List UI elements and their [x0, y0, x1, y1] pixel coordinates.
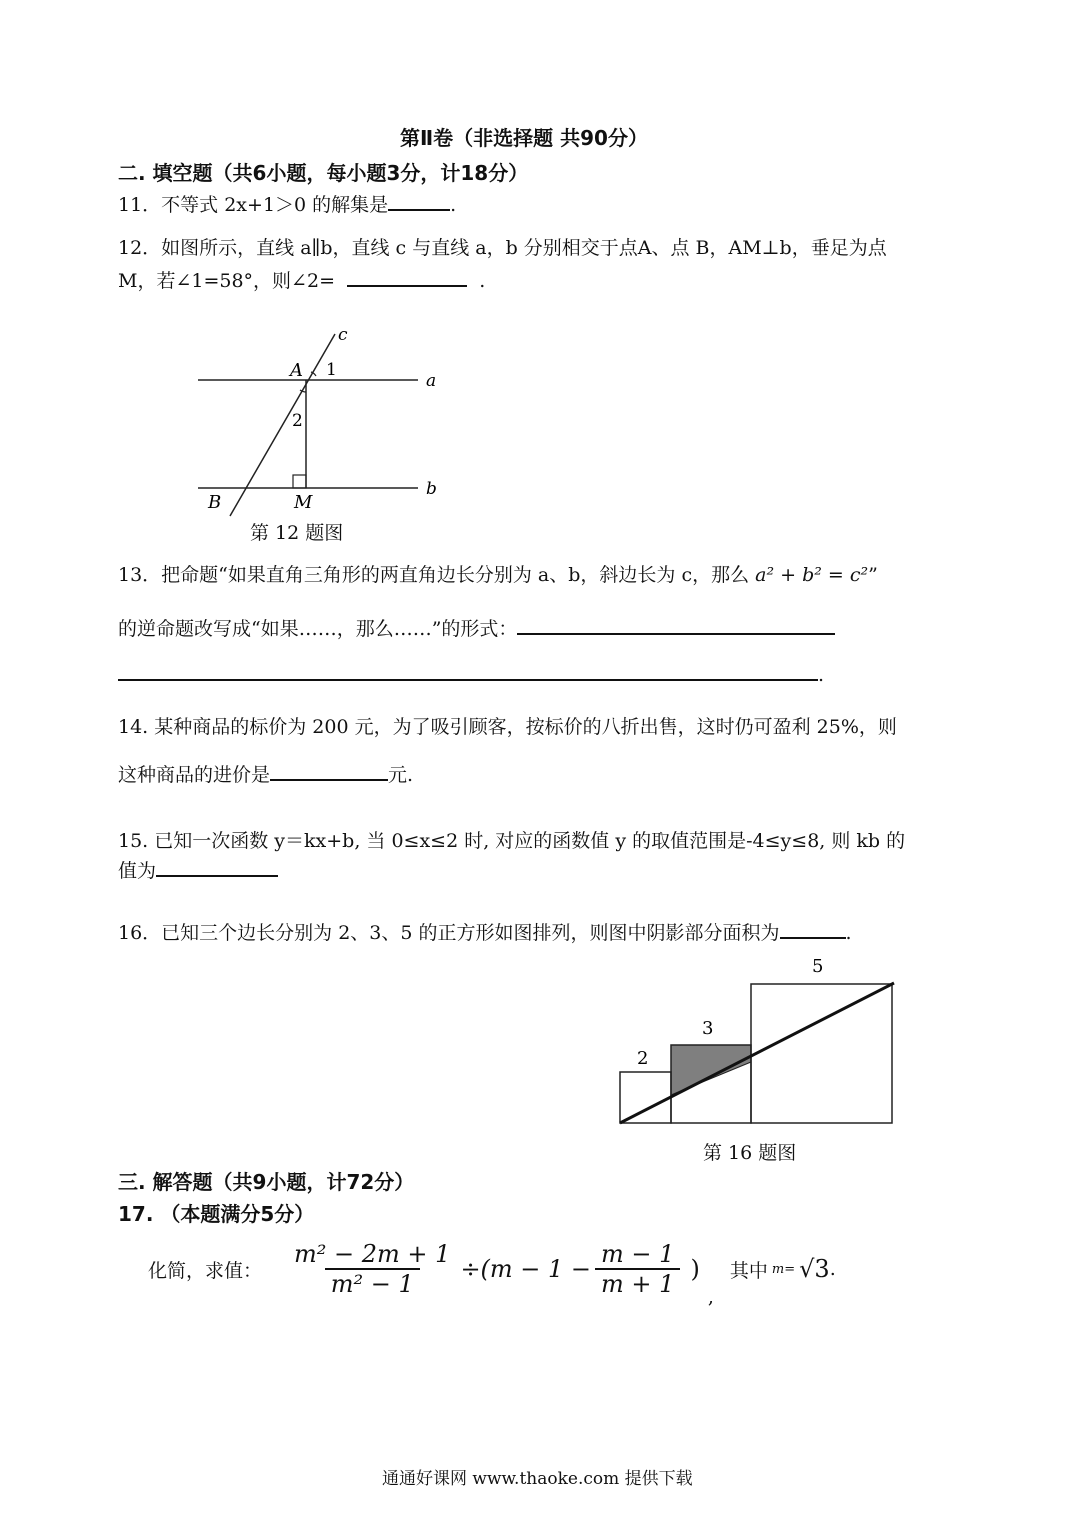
q15-line2: 值为	[118, 860, 157, 882]
q17-close: )	[690, 1255, 700, 1283]
label-b: b	[426, 479, 437, 499]
q12-caption: 第 12 题图	[250, 522, 344, 544]
q17-where: 其中	[729, 1259, 768, 1282]
label-a: a	[426, 371, 437, 391]
diagonal-line	[620, 983, 894, 1123]
q16-end: .	[845, 922, 852, 944]
q12-answer-blank[interactable]	[347, 285, 467, 287]
q13-answer-blank-1[interactable]	[517, 633, 835, 635]
square-2	[620, 1072, 671, 1123]
label-M: M	[294, 492, 313, 513]
q17-comma: ,	[707, 1286, 714, 1308]
q16-text: 16．已知三个边长分别为 2、3、5 的正方形如图排列，则图中阴影部分面积为	[118, 922, 780, 944]
q15-line1: 15. 已知一次函数 y＝kx+b, 当 0≤x≤2 时, 对应的函数值 y 的取值范围是-4≤y≤8, 则 kb 的	[118, 830, 906, 852]
q15-answer-blank[interactable]	[156, 875, 278, 877]
q17-lead: 化简，求值：	[148, 1259, 263, 1282]
q14-answer-blank[interactable]	[270, 779, 388, 781]
shaded-region	[671, 1045, 751, 1095]
right-angle-mark	[293, 475, 306, 488]
q17-frac1-numerator: m² − 2m + 1	[294, 1240, 451, 1268]
label-1: 1	[326, 360, 337, 380]
question-14-line2	[118, 760, 413, 787]
q17-expression	[148, 1240, 836, 1308]
square-5	[751, 984, 892, 1123]
q17-frac2-denominator: m + 1	[595, 1268, 680, 1298]
question-12-line2	[118, 266, 485, 293]
label-side-3: 3	[702, 1018, 714, 1039]
q17-frac2-numerator: m − 1	[601, 1240, 675, 1268]
q17-value: √3	[799, 1255, 830, 1283]
q12-line2: M，若∠1=58°，则∠2=	[118, 270, 335, 292]
q17-fraction-2	[595, 1240, 680, 1298]
q17-frac1-denominator: m² − 1	[325, 1268, 420, 1298]
q13-line1: 13．把命题“如果直角三角形的两直角边长分别为 a、b，斜边长为 c，那么	[118, 564, 750, 586]
q11-text: 11．不等式 2x+1＞0 的解集是	[118, 194, 389, 216]
q17-var: m=	[771, 1261, 796, 1277]
q11-end: .	[450, 194, 457, 216]
question-13-line3	[118, 664, 824, 686]
page-footer: 通通好课网 www.thaoke.com 提供下载	[382, 1469, 693, 1489]
label-c: c	[338, 325, 348, 345]
q12-figure	[190, 320, 460, 520]
question-16	[118, 918, 852, 945]
q12-line1: 12．如图所示，直线 a∥b，直线 c 与直线 a，b 分别相交于点A、点 B，AM⊥b，垂足为点	[118, 237, 887, 259]
part-title: 第Ⅱ卷（非选择题 共90分）	[400, 126, 648, 150]
label-B: B	[208, 492, 222, 513]
question-13-line1	[118, 560, 878, 587]
q14-unit: 元.	[388, 764, 414, 786]
q14-line2: 这种商品的进价是	[118, 764, 271, 786]
question-11	[118, 190, 456, 217]
q13-answer-blank-2[interactable]	[118, 679, 818, 681]
q17-title: 17. （本题满分5分）	[118, 1202, 315, 1226]
q11-answer-blank[interactable]	[388, 209, 450, 211]
q13-close-quote: ”	[868, 564, 878, 586]
label-A: A	[290, 360, 303, 381]
q12-end: .	[479, 270, 486, 292]
q17-end: .	[829, 1258, 836, 1280]
q16-figure	[610, 950, 910, 1130]
q13-end: .	[818, 664, 825, 686]
question-13-line2	[118, 614, 835, 641]
q17-fraction-1	[288, 1240, 456, 1298]
q14-line1: 14. 某种商品的标价为 200 元，为了吸引顾客，按标价的八折出售，这时仍可盈利 25%，则	[118, 716, 897, 738]
q13-line2: 的逆命题改写成“如果……，那么……”的形式：	[118, 618, 518, 640]
question-15-line2	[118, 856, 278, 883]
label-side-5: 5	[812, 956, 824, 977]
section2-heading: 二. 填空题（共6小题，每小题3分，计18分）	[118, 161, 529, 185]
q17-divide: ÷(m − 1 −	[460, 1255, 592, 1283]
section3-heading: 三. 解答题（共9小题，计72分）	[118, 1170, 415, 1194]
q16-answer-blank[interactable]	[780, 937, 846, 939]
label-side-2: 2	[637, 1048, 649, 1069]
q13-formula: a² + b² = c²	[755, 564, 869, 586]
q16-caption: 第 16 题图	[703, 1142, 797, 1164]
label-2: 2	[292, 411, 303, 431]
